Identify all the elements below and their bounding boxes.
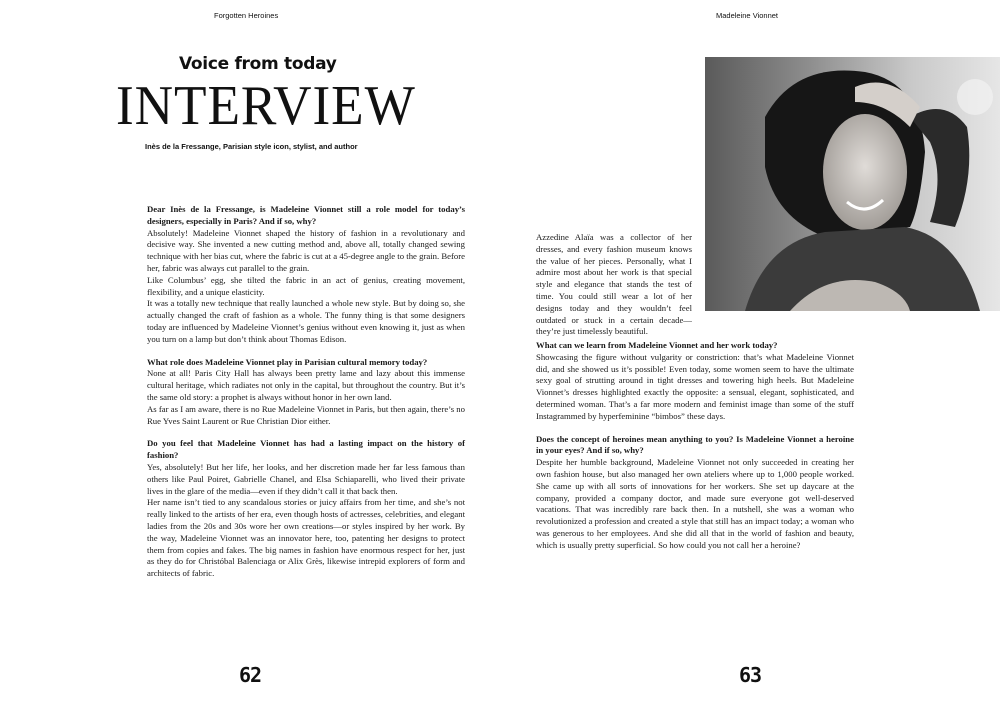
interview-answer: Despite her humble background, Madeleine Vionnet not only succeeded in creating her own fashion house, but also managed her own ateliers where up to 1,000 people worked. She came up with all sorts of innovations for her workers. She set up daycare at the company, provided a company doctor, and made sure everyone got well-deserved vacations. That was incredibly rare back then. In a nutshell, she was a woman who revolutionized a profession and created a style that still has an impact today; a woman who was generous to her employees. And she did all that in the world of fashion and beauty, which is usually pretty superficial. So how could you not call her a heroine? bbox=[536, 457, 854, 550]
interview-answer: Yes, absolutely! But her life, her looks, and her discretion made her far less famous than others like Paul Poiret, Gabrielle Chanel, and Elsa Schiaparelli, who lived their private lives in the glare of the media—even if they didn’t call it that back then. bbox=[147, 461, 465, 496]
interview-answer: It was a totally new technique that really launched a whole new style. But by doing so, she actually changed the craft of fashion as a whole. The funny thing is that some designers today are influenced by Madeleine Vionnet’s genius without even knowing it, just as when you turn on a lamp but don’t think about Thomas Edison. bbox=[147, 298, 465, 344]
right-text-column bbox=[536, 340, 854, 552]
interview-answer: Like Columbus’ egg, she tilted the fabric in an act of genius, creating movement, flexibility, and a unique elasticity. bbox=[147, 274, 465, 297]
interview-answer: Her name isn’t tied to any scandalous stories or juicy affairs from her time, and she’s not really linked to the artists of her era, even though hosts of actresses, celebrities, and elegant ladies from the 20s and 30s wore her own creations—or styles inspired by her work. By the way, Madeleine Vionnet was an innovator here, too, patenting her designs to protect them from copies and fakes. The big names in fashion have enormous respect for her, just as they do for Christóbal Balenciaga or Alix Grès, likewise intrepid explorers of form and architects of fabric. bbox=[147, 497, 465, 579]
interview-answer: None at all! Paris City Hall has always been pretty lame and lazy about this immense cultural heritage, which radiates not only in the capital, but throughout the country. But it’s the same old story: a prophet is always without honor in her own land. bbox=[147, 368, 465, 402]
running-head-left: Forgotten Heroines bbox=[214, 11, 279, 20]
interview-question: What can we learn from Madeleine Vionnet and her work today? bbox=[536, 340, 778, 350]
paragraph-gap bbox=[147, 346, 465, 357]
section-kicker: Voice from today bbox=[179, 54, 337, 74]
interview-answer: Showcasing the figure without vulgarity or constriction: that’s what Madeleine Vionnet did, and she showed us it’s possible! Even today, some women seem to have the ultimate sexy goal of strutting around in tight dresses and towering high heels. But Madeleine Vionnet’s dresses highlighted exactly the opposite: a sensual, elegant, sophisticated, and determined woman. That’s a far more modern and feminist image than some of the stuff Instagrammed by hyperfeminine “bimbos” these days. bbox=[536, 351, 854, 421]
interview-answer: Absolutely! Madeleine Vionnet shaped the history of fashion in a revolutionary and decisive way. She invented a new cutting method and, above all, totally changed sewing technique with her bias cut, where the fabric is cut at a 45-degree angle to the grain. Before her, fabric was always cut parallel to the grain. bbox=[147, 227, 465, 273]
portrait-photo bbox=[705, 57, 1000, 311]
interview-answer: Azzedine Alaïa was a collector of her dresses, and every fashion museum knows the value of her pieces. Personally, what I admire most about her work is that special style and elegance that stands the test of time. You could still wear a lot of her designs today and they wouldn’t feel outdated or stuck in a certain decade—they’re just timelessly beautiful. bbox=[536, 232, 692, 337]
left-text-column bbox=[147, 204, 465, 580]
paragraph-gap bbox=[536, 423, 854, 434]
interviewee-subtitle: Inès de la Fressange, Parisian style icon, stylist, and author bbox=[145, 142, 358, 151]
paragraph-gap bbox=[147, 427, 465, 438]
interview-answer: As far as I am aware, there is no Rue Madeleine Vionnet in Paris, but then again, there’s no Rue Yves Saint Laurent or Rue Christian Dior either. bbox=[147, 403, 465, 426]
running-head-right: Madeleine Vionnet bbox=[716, 11, 778, 20]
interview-question: Do you feel that Madeleine Vionnet has had a lasting impact on the history of fashion? bbox=[147, 438, 465, 461]
interview-question: Does the concept of heroines mean anything to you? Is Madeleine Vionnet a heroine in your eyes? And if so, why? bbox=[536, 433, 854, 456]
portrait-photo-icon bbox=[705, 57, 1000, 311]
page-number-right: 63 bbox=[739, 663, 762, 687]
page-number-left: 62 bbox=[239, 663, 262, 687]
page-title: INTERVIEW bbox=[116, 75, 416, 137]
interview-question: What role does Madeleine Vionnet play in Parisian cultural memory today? bbox=[147, 356, 428, 367]
right-intro-column bbox=[536, 232, 692, 338]
interview-question: Dear Inès de la Fressange, is Madeleine Vionnet still a role model for today’s designers, especially in Paris? And if so, why? bbox=[147, 204, 465, 226]
